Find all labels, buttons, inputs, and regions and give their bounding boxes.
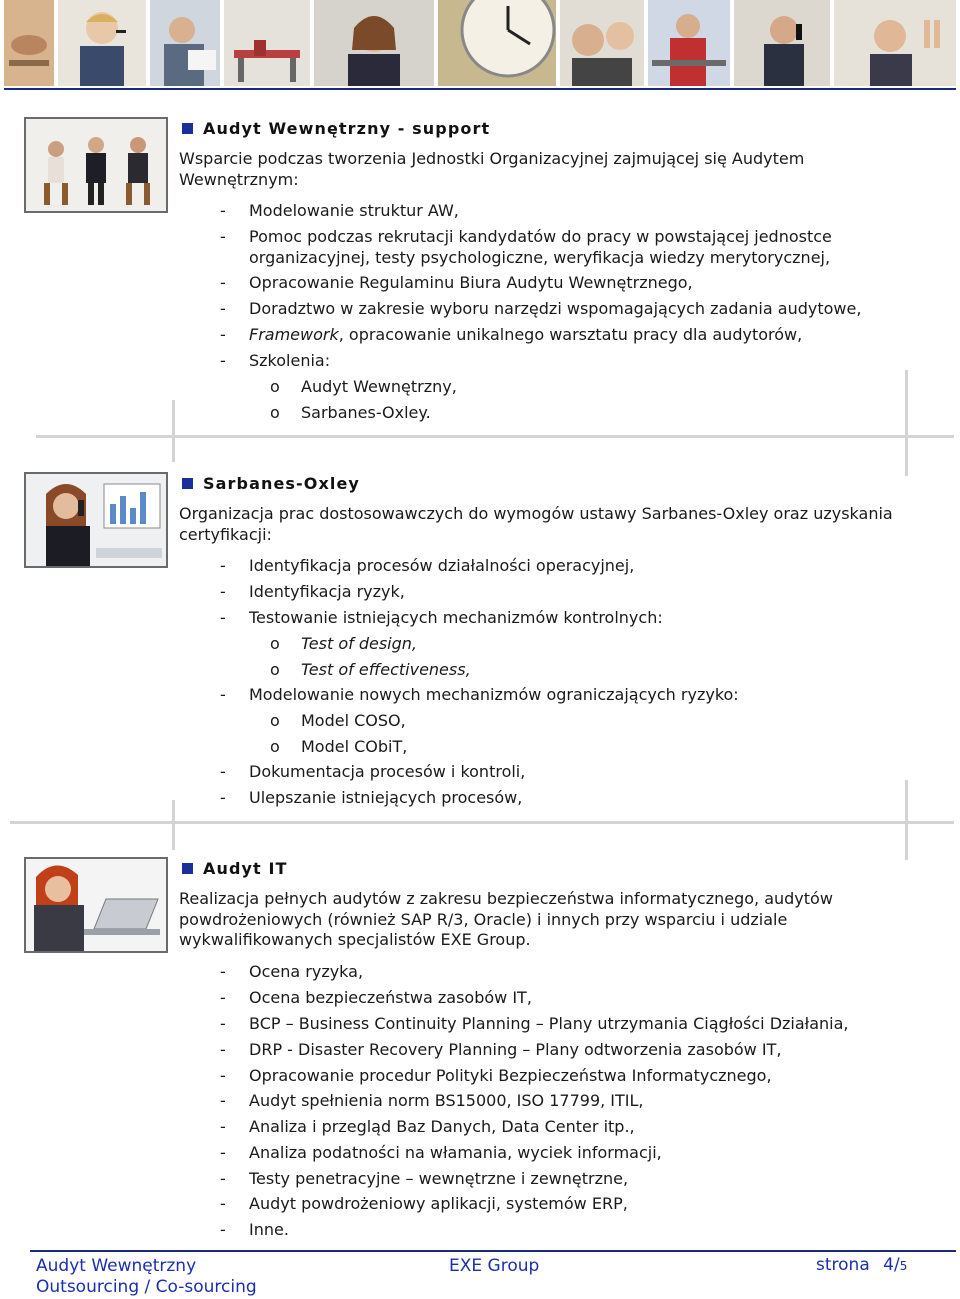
dash-marker: - xyxy=(220,1143,226,1162)
sub-item-text: Test of design, xyxy=(301,634,418,653)
dash-marker: - xyxy=(220,1066,226,1085)
section-heading-internal-audit xyxy=(182,119,490,138)
page-total: 5 xyxy=(899,1259,908,1273)
dash-marker: - xyxy=(220,351,226,370)
section-intro: Organizacja prac dostosowawczych do wymogów ustawy Sarbanes-Oxley oraz uzyskania certyfikacji: xyxy=(179,504,893,544)
header-photo-banner xyxy=(0,0,960,90)
framework-description: , opracowanie unikalnego warsztatu pracy dla audytorów, xyxy=(338,325,803,344)
sub-item-text: Sarbanes-Oxley. xyxy=(301,403,431,422)
photo-interview xyxy=(24,117,168,213)
list-item-text: Modelowanie struktur AW, xyxy=(249,201,459,220)
circle-bullet-icon: o xyxy=(270,634,280,653)
dash-marker: - xyxy=(220,1220,226,1239)
dash-marker: - xyxy=(220,227,226,246)
section-divider-vertical xyxy=(172,400,175,462)
footer-company: EXE Group xyxy=(449,1256,540,1276)
list-item-text xyxy=(249,325,929,346)
footer-page-indicator xyxy=(816,1255,907,1275)
page-number: 4/ xyxy=(883,1255,900,1275)
dash-marker: - xyxy=(220,299,226,318)
dash-marker: - xyxy=(220,1040,226,1059)
list-item-text: Doradztwo w zakresie wyboru narzędzi wspomagających zadania audytowe, xyxy=(249,299,862,318)
list-item-text: Testy penetracyjne – wewnętrzne i zewnętrzne, xyxy=(249,1169,629,1188)
framework-term: Framework xyxy=(249,325,339,344)
dash-marker: - xyxy=(220,1117,226,1136)
section-title: Audyt Wewnętrzny - support xyxy=(203,119,491,138)
list-item-text: Ocena ryzyka, xyxy=(249,962,364,981)
list-item-text: Opracowanie Regulaminu Biura Audytu Wewnętrznego, xyxy=(249,273,693,292)
banner-photo-hands xyxy=(4,0,54,86)
list-item-text: Audyt powdrożeniowy aplikacji, systemów ERP, xyxy=(249,1194,628,1213)
section-divider-vertical xyxy=(905,370,908,476)
list-item-text: Modelowanie nowych mechanizmów ograniczających ryzyko: xyxy=(249,685,739,704)
list-item-text: BCP – Business Continuity Planning – Plany utrzymania Ciągłości Działania, xyxy=(249,1014,849,1033)
circle-bullet-icon: o xyxy=(270,377,280,396)
list-item-text: Testowanie istniejących mechanizmów kontrolnych: xyxy=(249,608,663,627)
list-item-text: Ocena bezpieczeństwa zasobów IT, xyxy=(249,988,532,1007)
square-bullet-icon xyxy=(182,478,193,489)
banner-photo-headset-woman xyxy=(58,0,146,86)
dash-marker: - xyxy=(220,685,226,704)
section-intro: Wsparcie podczas tworzenia Jednostki Organizacyjnej zajmującej się Audytem Wewnętrznym: xyxy=(179,149,805,189)
sub-item-text: Model COSO, xyxy=(301,711,406,730)
sub-item-text: Audyt Wewnętrzny, xyxy=(301,377,457,396)
dash-marker: - xyxy=(220,788,226,807)
square-bullet-icon xyxy=(182,863,193,874)
dash-marker: - xyxy=(220,582,226,601)
list-item-text: Analiza i przegląd Baz Danych, Data Center itp., xyxy=(249,1117,635,1136)
dash-marker: - xyxy=(220,325,226,344)
list-item-text: Dokumentacja procesów i kontroli, xyxy=(249,762,526,781)
banner-photo-clock xyxy=(438,0,556,86)
section-title: Sarbanes-Oxley xyxy=(203,474,360,493)
list-item-text: Analiza podatności na włamania, wyciek informacji, xyxy=(249,1143,662,1162)
circle-bullet-icon: o xyxy=(270,711,280,730)
header-rule xyxy=(4,88,956,90)
circle-bullet-icon: o xyxy=(270,737,280,756)
banner-photo-woman-smiling xyxy=(314,0,434,86)
photo-woman-with-laptop xyxy=(24,857,168,953)
sub-item-text: Test of effectiveness, xyxy=(301,660,471,679)
dash-marker: - xyxy=(220,556,226,575)
sub-item-text: Model CObiT, xyxy=(301,737,408,756)
banner-photo-victory xyxy=(834,0,956,86)
dash-marker: - xyxy=(220,1194,226,1213)
section-heading-it-audit xyxy=(182,859,288,878)
list-item-text: DRP - Disaster Recovery Planning – Plany odtworzenia zasobów IT, xyxy=(249,1040,782,1059)
circle-bullet-icon: o xyxy=(270,660,280,679)
section-divider xyxy=(10,821,954,824)
footer-left-line2: Outsourcing / Co-sourcing xyxy=(36,1277,257,1297)
section-intro: Realizacja pełnych audytów z zakresu bezpieczeństwa informatycznego, audytów powdrożeniowych (również SAP R/3, Oracle) i innych przy wsparciu i udziale wykwalifikowanych specjalistów EXE Group. xyxy=(179,889,833,949)
dash-marker: - xyxy=(220,1091,226,1110)
list-item-text: Ulepszanie istniejących procesów, xyxy=(249,788,523,807)
photo-woman-on-phone xyxy=(24,472,168,568)
section-heading-sox xyxy=(182,474,360,493)
list-item-text: Inne. xyxy=(249,1220,289,1239)
dash-marker: - xyxy=(220,201,226,220)
page-label: strona xyxy=(816,1255,870,1275)
dash-marker: - xyxy=(220,988,226,1007)
section-title: Audyt IT xyxy=(203,859,288,878)
list-item-text: Identyfikacja procesów działalności operacyjnej, xyxy=(249,556,635,575)
banner-photo-team xyxy=(648,0,730,86)
section-divider-vertical xyxy=(905,780,908,860)
banner-photo-faces xyxy=(560,0,644,86)
banner-photo-man-reading xyxy=(150,0,220,86)
dash-marker: - xyxy=(220,962,226,981)
dash-marker: - xyxy=(220,762,226,781)
list-item-text: Opracowanie procedur Polityki Bezpieczeństwa Informatycznego, xyxy=(249,1066,772,1085)
list-item-text: Identyfikacja ryzyk, xyxy=(249,582,405,601)
dash-marker: - xyxy=(220,608,226,627)
dash-marker: - xyxy=(220,1014,226,1033)
footer-rule xyxy=(30,1250,956,1252)
banner-photo-man-phone xyxy=(734,0,830,86)
square-bullet-icon xyxy=(182,123,193,134)
dash-marker: - xyxy=(220,1169,226,1188)
list-item-text: Szkolenia: xyxy=(249,351,331,370)
footer-left-line1: Audyt Wewnętrzny xyxy=(36,1256,197,1276)
dash-marker: - xyxy=(220,273,226,292)
list-item-text: Pomoc podczas rekrutacji kandydatów do pracy w powstającej jednostce organizacyjnej, testy psychologiczne, weryfikacja wiedzy merytorycznej, xyxy=(249,227,832,267)
circle-bullet-icon: o xyxy=(270,403,280,422)
banner-photo-meeting-room xyxy=(224,0,310,86)
list-item-text: Audyt spełnienia norm BS15000, ISO 17799, ITIL, xyxy=(249,1091,644,1110)
section-divider-vertical xyxy=(172,800,175,850)
